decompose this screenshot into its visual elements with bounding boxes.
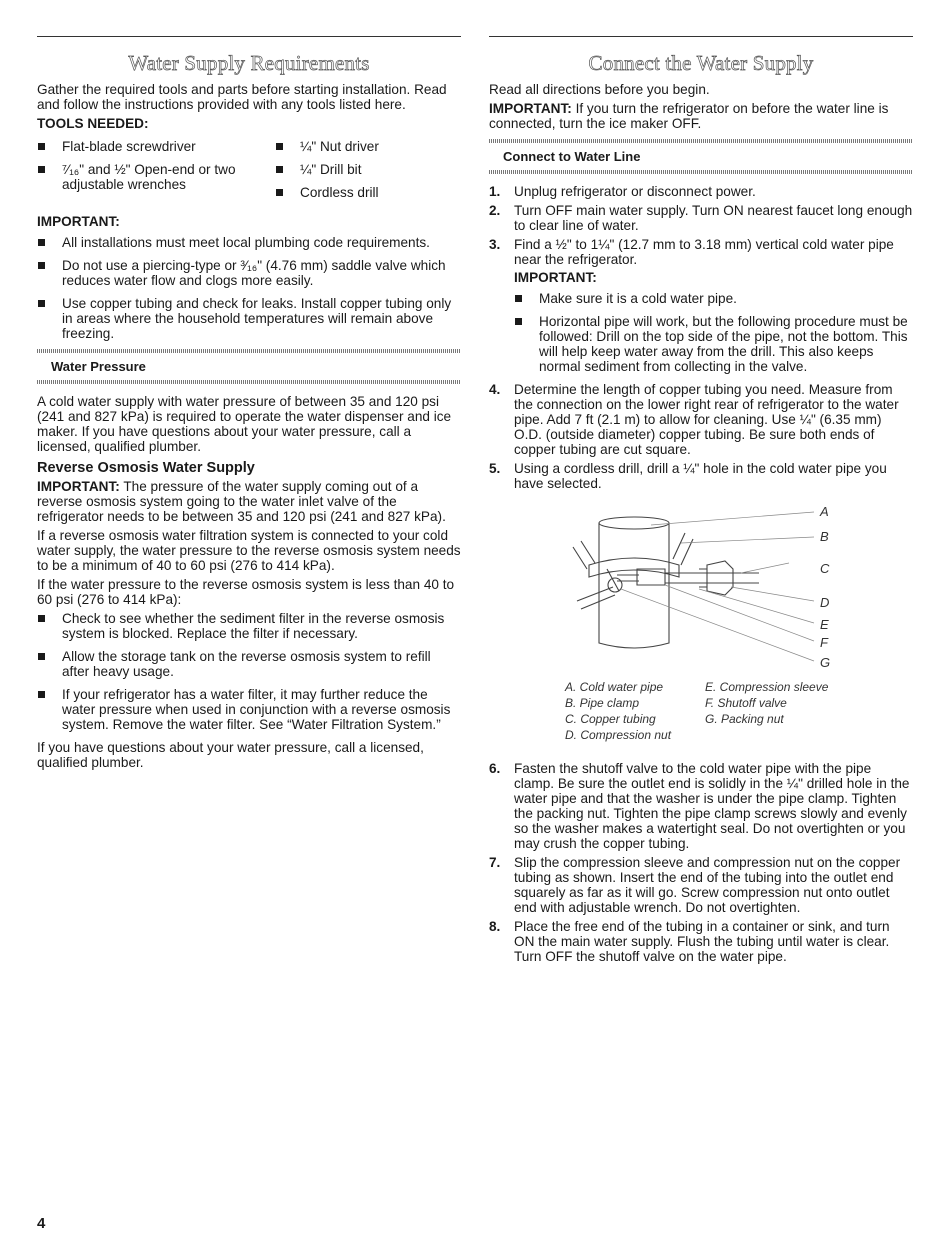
top-rule bbox=[37, 36, 461, 37]
ro-important-text: The pressure of the water supply coming out of a reverse osmosis system going to the water inlet valve of the refrigerator needs to be between 35 and 120 psi (241 and 827 kPa). bbox=[37, 479, 446, 524]
page-number: 4 bbox=[37, 1215, 46, 1232]
ro-para-3: If the water pressure to the reverse osmosis system is less than 40 to 60 psi (276 to 414 kPa): bbox=[37, 577, 455, 607]
step-item: 1. Unplug refrigerator or disconnect power. bbox=[489, 184, 756, 199]
tool-item: Cordless drill bbox=[275, 185, 461, 200]
ro-important-label: IMPORTANT: bbox=[37, 479, 120, 494]
legend-item: E. Compression sleeve bbox=[705, 680, 829, 694]
step-item: 3. Find a ½" to 1¼" (12.7 mm to 3.18 mm) vertical cold water pipe near the refrigerator. IMPORTANT: Make sure it is a cold water pipe. Horizontal pipe will work, but the following procedure must be followed: Drill on the top side of the pipe, not the bottom. This will help keep water away from the drill. This also keeps normal sediment from collecting in the valve. bbox=[489, 237, 913, 374]
important-heading: IMPORTANT: bbox=[37, 214, 120, 229]
step3-list bbox=[514, 291, 913, 374]
legend-col-1 bbox=[565, 679, 705, 743]
label-e: E bbox=[820, 617, 829, 632]
right-important bbox=[489, 101, 913, 131]
ro-para-2: If a reverse osmosis water filtration system is connected to your cold water supply, the water pressure to the reverse osmosis system needs to be a minimum of 40 to 60 psi (276 to 414 kPa). bbox=[37, 528, 461, 573]
legend-item: G. Packing nut bbox=[705, 712, 784, 726]
label-d: D bbox=[820, 595, 830, 610]
legend-col-2 bbox=[705, 679, 828, 743]
legend-item: F. Shutoff valve bbox=[705, 696, 787, 710]
water-pressure-heading: Water Pressure bbox=[51, 359, 146, 374]
label-b: B bbox=[820, 529, 829, 544]
left-column bbox=[37, 36, 461, 774]
step3-item: Horizontal pipe will work, but the following procedure must be followed: Drill on the top side of the pipe, not the bottom. This will help keep water away from the drill. This also keeps normal sediment from collecting in the valve. bbox=[514, 314, 913, 374]
ro-important bbox=[37, 479, 461, 524]
step-item: 4. Determine the length of copper tubing you need. Measure from the connection on the lower right rear of refrigerator to the water pipe. Add 7 ft (2.1 m) to allow for cleaning. Use ¼" (6.35 mm) O.D. (outside diameter) copper tubing. Be sure both ends of copper tubing are cut square. bbox=[489, 382, 899, 457]
intro-text: Gather the required tools and parts before starting installation. Read and follow the instructions provided with any tools listed here. bbox=[37, 82, 447, 112]
legend-item: D. Compression nut bbox=[565, 728, 672, 742]
step-item: 5. Using a cordless drill, drill a ¼" hole in the cold water pipe you have selected. bbox=[489, 461, 887, 491]
legend-item: B. Pipe clamp bbox=[565, 696, 640, 710]
label-f: F bbox=[820, 635, 828, 650]
connect-water-title: Connect the Water Supply bbox=[588, 51, 814, 75]
water-supply-title: Water Supply Requirements bbox=[128, 51, 370, 75]
diagram-drawing bbox=[489, 503, 913, 673]
closing-text: If you have questions about your water pressure, call a licensed, qualified plumber. bbox=[37, 740, 424, 770]
tool-item: ¼" Drill bit bbox=[275, 162, 461, 177]
ro-item: Check to see whether the sediment filter in the reverse osmosis system is blocked. Replace the filter if necessary. bbox=[37, 611, 461, 641]
right-important-text: If you turn the refrigerator on before the water line is connected, turn the ice maker OFF. bbox=[489, 101, 889, 131]
diagram-legend bbox=[565, 679, 913, 743]
label-a: A bbox=[820, 504, 829, 519]
step-item: 7. Slip the compression sleeve and compression nut on the copper tubing as shown. Insert the end of the tubing into the outlet end squarely as far as it will go. Screw compression nut onto outlet end with adjustable wrench. Do not overtighten. bbox=[489, 855, 901, 915]
label-g: G bbox=[820, 655, 831, 670]
step-item: 6. Fasten the shutoff valve to the cold water pipe with the pipe clamp. Be sure the outlet end is solidly in the ¼" drilled hole in the water pipe and that the washer is under the pipe clamp. Tighten the packing nut. Tighten the pipe clamp screws slowly and evenly so the washer makes a watertight seal. Do not overtighten or you may crush the copper tubing. bbox=[489, 761, 910, 851]
hatch-divider bbox=[489, 170, 913, 174]
legend-item: A. Cold water pipe bbox=[565, 680, 664, 694]
label-c: C bbox=[820, 561, 830, 576]
important-list bbox=[37, 235, 461, 341]
right-column bbox=[489, 36, 913, 968]
important-item: All installations must meet local plumbing code requirements. bbox=[37, 235, 461, 250]
tools-heading: TOOLS NEEDED: bbox=[37, 116, 149, 131]
step-item: 8. Place the free end of the tubing in a container or sink, and turn ON the main water supply. Flush the tubing until water is clear. Turn OFF the shutoff valve on the water pipe. bbox=[489, 919, 890, 964]
compression-nut-shape bbox=[707, 561, 733, 595]
legend-item: C. Copper tubing bbox=[565, 712, 656, 726]
tool-item: Flat-blade screwdriver bbox=[37, 139, 275, 154]
ro-item: Allow the storage tank on the reverse osmosis system to refill after heavy usage. bbox=[37, 649, 461, 679]
shutoff-valve-diagram bbox=[489, 503, 913, 673]
tools-list bbox=[37, 139, 461, 208]
ro-heading: Reverse Osmosis Water Supply bbox=[37, 460, 255, 476]
water-pressure-text: A cold water supply with water pressure of between 35 and 120 psi (241 and 827 kPa) is required to operate the water dispenser and ice maker. If you have questions about your water pressure, call a licensed, qualified plumber. bbox=[37, 394, 452, 454]
step-item: 2. Turn OFF main water supply. Turn ON nearest faucet long enough to clear line of water. bbox=[489, 203, 913, 233]
step3-item: Make sure it is a cold water pipe. bbox=[514, 291, 913, 306]
ro-list bbox=[37, 611, 461, 732]
top-rule bbox=[489, 36, 913, 37]
steps-list-1 bbox=[489, 184, 913, 491]
hatch-divider bbox=[37, 380, 461, 384]
important-item: Do not use a piercing-type or ³⁄₁₆" (4.76 mm) saddle valve which reduces water flow and clogs more easily. bbox=[37, 258, 461, 288]
right-important-label: IMPORTANT: bbox=[489, 101, 572, 116]
tool-item: ⁷⁄₁₆" and ½" Open-end or two adjustable wrenches bbox=[37, 162, 275, 192]
ro-item: If your refrigerator has a water filter, it may further reduce the water pressure when used in conjunction with a reverse osmosis system. Remove the water filter. See “Water Filtration System.” bbox=[37, 687, 461, 732]
step3-important: IMPORTANT: bbox=[514, 270, 597, 285]
tool-item: ¼" Nut driver bbox=[275, 139, 461, 154]
important-item: Use copper tubing and check for leaks. Install copper tubing only in areas where the household temperatures will remain above freezing. bbox=[37, 296, 461, 341]
right-intro: Read all directions before you begin. bbox=[489, 82, 710, 97]
connect-line-heading: Connect to Water Line bbox=[503, 149, 641, 164]
tools-col-1 bbox=[37, 139, 275, 208]
tools-col-2 bbox=[275, 139, 461, 208]
steps-list-2 bbox=[489, 761, 913, 964]
